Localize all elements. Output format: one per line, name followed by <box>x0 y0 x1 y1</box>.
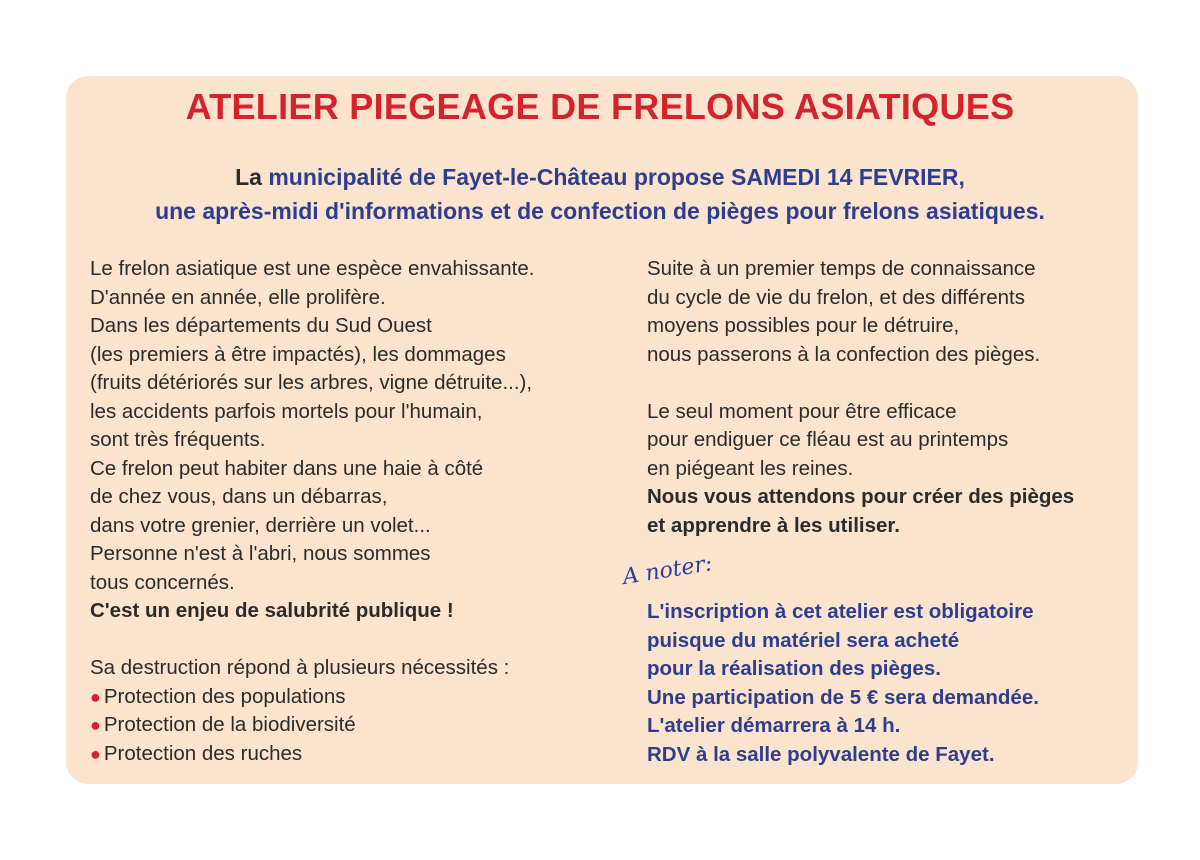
left-line: D'année en année, elle prolifère. <box>90 285 386 309</box>
paragraph-gap <box>647 369 1127 398</box>
intro-first-word: La <box>235 164 262 190</box>
left-line: les accidents parfois mortels pour l'humain, <box>90 399 483 423</box>
left-line: de chez vous, dans un débarras, <box>90 485 388 508</box>
left-line: Personne n'est à l'abri, nous sommes <box>90 542 431 565</box>
note-label: A noter: <box>621 551 714 590</box>
invitation-line: Nous vous attendons pour créer des pièges <box>647 485 1075 508</box>
right-line: Suite à un premier temps de connaissance <box>647 257 1036 280</box>
public-health-emphasis: C'est un enjeu de salubrité publique ! <box>90 599 454 622</box>
right-column <box>647 255 1127 540</box>
note-line: puisque du matériel sera acheté <box>647 628 960 652</box>
left-line: tous concernés. <box>90 570 235 594</box>
right-line: moyens possibles pour le détruire, <box>647 314 960 337</box>
right-line: Le seul moment pour être efficace <box>647 399 957 423</box>
note-line: Une participation de 5 € sera demandée. <box>647 685 1039 709</box>
left-line: (les premiers à être impactés), les dommages <box>90 342 506 366</box>
bullet-dot-icon: ● <box>90 686 101 707</box>
note-block <box>647 598 1039 769</box>
bullet-item: ● Protection des ruches <box>90 741 303 765</box>
left-line: Dans les départements du Sud Ouest <box>90 314 432 337</box>
right-line: du cycle de vie du frelon, et des différents <box>647 285 1025 309</box>
right-line: nous passerons à la confection des pièges. <box>647 342 1041 366</box>
left-line: Le frelon asiatique est une espèce envahissante. <box>90 257 535 280</box>
bullet-item: ● Protection de la biodiversité <box>90 713 356 736</box>
left-line: sont très fréquents. <box>90 428 266 451</box>
note-line: L'atelier démarrera à 14 h. <box>647 714 901 737</box>
note-line: pour la réalisation des pièges. <box>647 657 941 680</box>
note-line: RDV à la salle polyvalente de Fayet. <box>647 742 995 766</box>
invitation-line: et apprendre à les utiliser. <box>647 513 900 537</box>
intro-line-2: une après-midi d'informations et de confection de pièges pour frelons asiatiques. <box>155 198 1045 224</box>
right-line: en piégeant les reines. <box>647 456 854 480</box>
right-line: pour endiguer ce fléau est au printemps <box>647 428 1009 451</box>
paragraph-gap <box>90 626 630 655</box>
bullet-dot-icon: ● <box>90 743 101 764</box>
note-line: L'inscription à cet atelier est obligatoire <box>647 600 1034 623</box>
left-line: (fruits détériorés sur les arbres, vigne détruite...), <box>90 371 533 394</box>
intro-line-1: municipalité de Fayet-le-Château propose SAMEDI 14 FEVRIER, <box>261 164 965 190</box>
left-line: dans votre grenier, derrière un volet... <box>90 513 431 537</box>
flyer-title: ATELIER PIEGEAGE DE FRELONS ASIATIQUES <box>185 86 1015 127</box>
intro-text <box>0 160 1200 228</box>
bullet-item: ● Protection des populations <box>90 684 346 708</box>
left-column <box>90 255 630 768</box>
necessity-intro: Sa destruction répond à plusieurs nécessités : <box>90 656 510 679</box>
left-line: Ce frelon peut habiter dans une haie à côté <box>90 456 484 480</box>
bullet-dot-icon: ● <box>90 715 101 735</box>
